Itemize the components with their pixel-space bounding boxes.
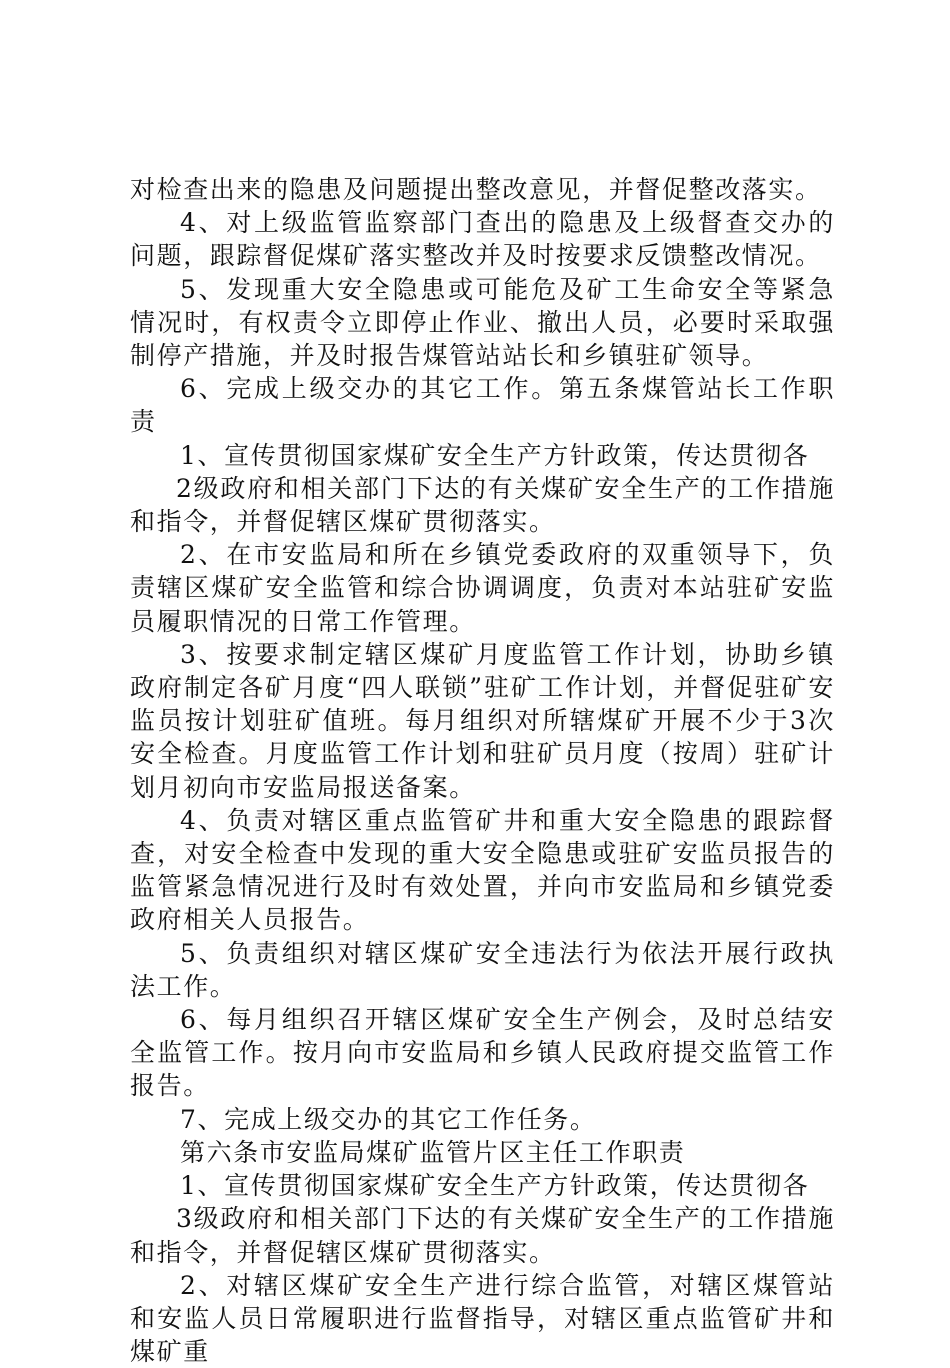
document-body (130, 173, 835, 1368)
paragraph-article-5-item-1-cont: 2级政府和相关部门下达的有关煤矿安全生产的工作措施和指令，并督促辖区煤矿贯彻落实。 (130, 473, 835, 537)
paragraph-item-4-hazard-followup: 4、对上级监管监察部门查出的隐患及上级督查交办的问题，跟踪督促煤矿落实整改并及时按要求反馈整改情况。 (130, 208, 835, 271)
paragraph-continuation: 对检查出来的隐患及问题提出整改意见，并督促整改落实。 (130, 175, 822, 204)
heading-article-6: 第六条市安监局煤矿监管片区主任工作职责 (180, 1137, 686, 1167)
paragraph-article-5-item-4: 4、负责对辖区重点监管矿井和重大安全隐患的跟踪督查，对安全检查中发现的重大安全隐患或驻矿安监员报告的监管紧急情况进行及时有效处置，并向市安监局和乡镇党委政府相关人员报告。 (130, 805, 835, 935)
paragraph-article-5-item-5: 5、负责组织对辖区煤矿安全违法行为依法开展行政执法工作。 (130, 938, 835, 1001)
paragraph-article-5-item-7: 7、完成上级交办的其它工作任务。 (180, 1104, 597, 1134)
paragraph-article-5-item-3: 3、按要求制定辖区煤矿月度监管工作计划，协助乡镇政府制定各矿月度“四人联锁”驻矿工作计划，并督促驻矿安监员按计划驻矿值班。每月组织对所辖煤矿开展不少于3次安全检查。月度监管工作计划和驻矿员月度（按周）驻矿计划月初向市安监局报送备案。 (130, 639, 835, 802)
paragraph-article-6-item-1-cont: 3级政府和相关部门下达的有关煤矿安全生产的工作措施和指令，并督促辖区煤矿贯彻落实。 (130, 1204, 835, 1267)
paragraph-article-5-item-1: 1、宣传贯彻国家煤矿安全生产方针政策，传达贯彻各 (180, 440, 810, 470)
paragraph-article-5-item-2: 2、在市安监局和所在乡镇党委政府的双重领导下，负责辖区煤矿安全监管和综合协调调度，负责对本站驻矿安监员履职情况的日常工作管理。 (130, 540, 835, 636)
paragraph-article-6-item-2: 2、对辖区煤矿安全生产进行综合监管，对辖区煤管站和安监人员日常履职进行监督指导，对辖区重点监管矿井和煤矿重 (130, 1270, 835, 1367)
paragraph-item-5-emergency-stop: 5、发现重大安全隐患或可能危及矿工生命安全等紧急情况时，有权责令立即停止作业、撤出人员，必要时采取强制停产措施，并及时报告煤管站站长和乡镇驻矿领导。 (130, 274, 835, 371)
paragraph-article-6-item-1: 1、宣传贯彻国家煤矿安全生产方针政策，传达贯彻各 (180, 1171, 810, 1201)
paragraph-item-6-and-article-5-title: 6、完成上级交办的其它工作。第五条煤管站长工作职责 (130, 374, 835, 437)
paragraph-article-5-item-6: 6、每月组织召开辖区煤矿安全生产例会，及时总结安全监管工作。按月向市安监局和乡镇人民政府提交监管工作报告。 (130, 1005, 835, 1101)
